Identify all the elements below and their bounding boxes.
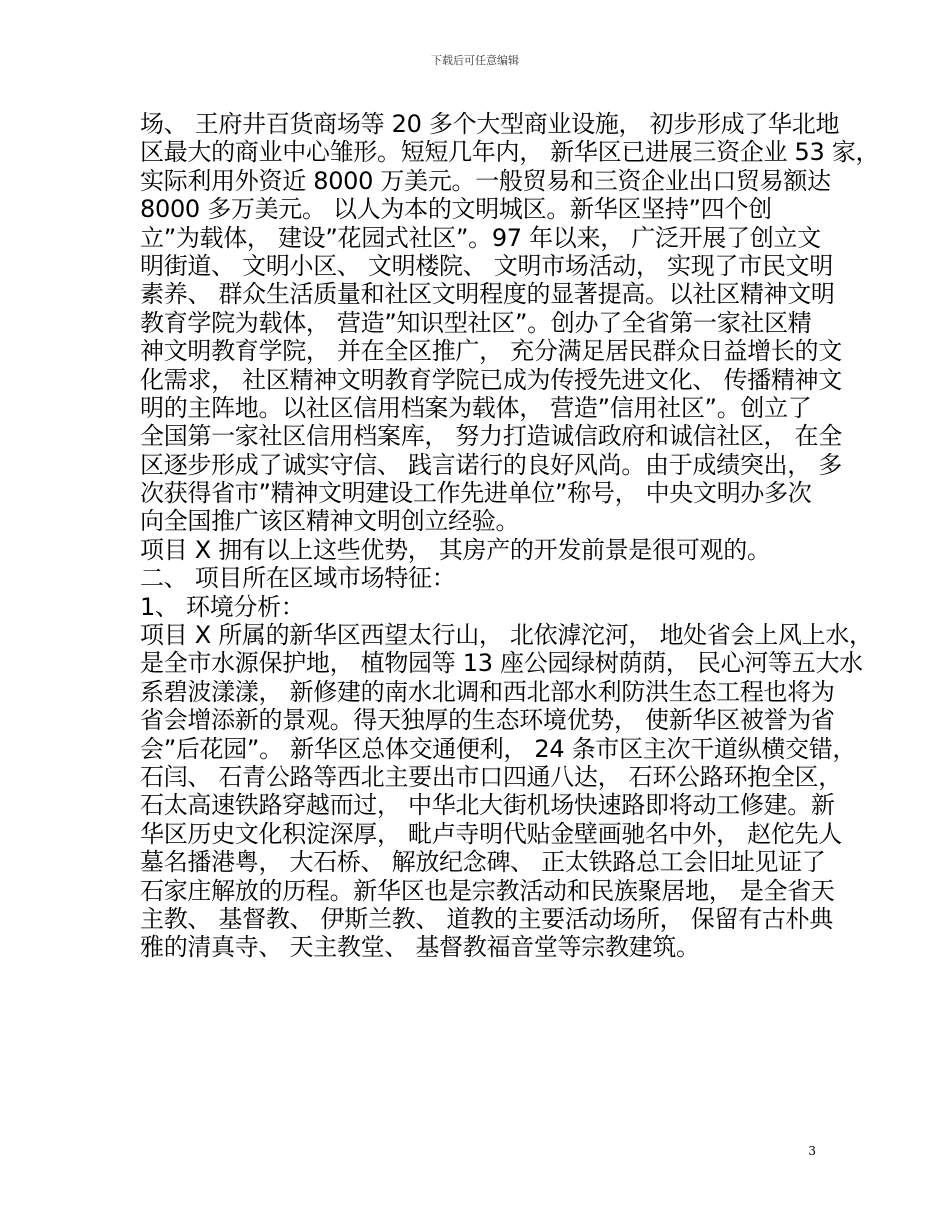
- body-text: [140, 110, 880, 962]
- text-line: 雅的清真寺、 天主教堂、 基督教福音堂等宗教建筑。: [140, 933, 700, 962]
- section-heading: 二、 项目所在区域市场特征：: [140, 564, 456, 593]
- text-line: 省会增添新的景观。得天独厚的生态环境优势， 使新华区被誉为省: [140, 706, 835, 735]
- text-line: 实际利用外资近 8000 万美元。一般贸易和三资企业出口贸易额达: [140, 166, 831, 195]
- page-header: 下载后可任意编辑: [431, 54, 519, 67]
- text-line: 立”为载体， 建设”花园式社区”。97 年以来， 广泛开展了创立文: [140, 223, 821, 252]
- page-number: 3: [808, 1144, 816, 1158]
- text-line: 明街道、 文明小区、 文明楼院、 文明市场活动， 实现了市民文明: [140, 251, 833, 280]
- text-line: 主教、 基督教、 伊斯兰教、 道教的主要活动场所， 保留有古朴典: [140, 904, 833, 933]
- text-line: 石太高速铁路穿越而过， 中华北大街机场快速路即将动工修建。新: [140, 791, 835, 820]
- subsection-heading: 1、 环境分析：: [140, 592, 305, 621]
- text-line: 会”后花园”。 新华区总体交通便利， 24 条市区主次干道纵横交错，: [140, 734, 857, 763]
- text-line: 墓名播港粤， 大石桥、 解放纪念碑、 正太铁路总工会旧址见证了: [140, 848, 826, 877]
- text-line: 华区历史文化积淀深厚， 毗卢寺明代贴金壁画驰名中外， 赵佗先人: [140, 819, 842, 848]
- text-line: 石闫、 石青公路等西北主要出市口四通八达， 石环公路环抱全区，: [140, 762, 842, 791]
- text-line: 是全市水源保护地， 植物园等 13 座公园绿树荫荫， 民心河等五大水: [140, 649, 863, 678]
- text-line: 化需求， 社区精神文明教育学院已成为传授先进文化、 传播精神文: [140, 365, 842, 394]
- text-line: 神文明教育学院， 并在全区推广， 充分满足居民群众日益增长的文: [140, 337, 842, 366]
- text-line: 项目 X 拥有以上这些优势， 其房产的开发前景是很可观的。: [140, 535, 771, 564]
- text-line: 场、 王府井百货商场等 20 多个大型商业设施， 初步形成了华北地: [140, 110, 840, 138]
- text-line: 次获得省市”精神文明建设工作先进单位”称号， 中央文明办多次: [140, 479, 812, 508]
- text-line: 全国第一家社区信用档案库， 努力打造诚信政府和诚信社区， 在全: [140, 422, 842, 451]
- text-line: 素养、 群众生活质量和社区文明程度的显著提高。以社区精神文明: [140, 280, 835, 309]
- text-line: 石家庄解放的历程。新华区也是宗教活动和民族聚居地， 是全省天: [140, 876, 835, 905]
- text-line: 系碧波漾漾， 新修建的南水北调和西北部水利防洪生态工程也将为: [140, 677, 835, 706]
- text-line: 区最大的商业中心雏形。短短几年内， 新华区已进展三资企业 53 家，: [140, 138, 880, 167]
- text-line: 教育学院为载体， 营造”知识型社区”。创办了全省第一家社区精: [140, 308, 812, 337]
- text-line: 8000 多万美元。 以人为本的文明城区。新华区坚持”四个创: [140, 195, 772, 224]
- text-line: 项目 X 所属的新华区西望太行山， 北依滹沱河， 地处省会上风上水，: [140, 621, 873, 650]
- text-line: 明的主阵地。以社区信用档案为载体， 营造”信用社区”。创立了: [140, 393, 812, 422]
- text-line: 区逐步形成了诚实守信、 践言诺行的良好风尚。由于成绩突出， 多: [140, 450, 842, 479]
- text-line: 向全国推广该区精神文明创立经验。: [140, 507, 520, 536]
